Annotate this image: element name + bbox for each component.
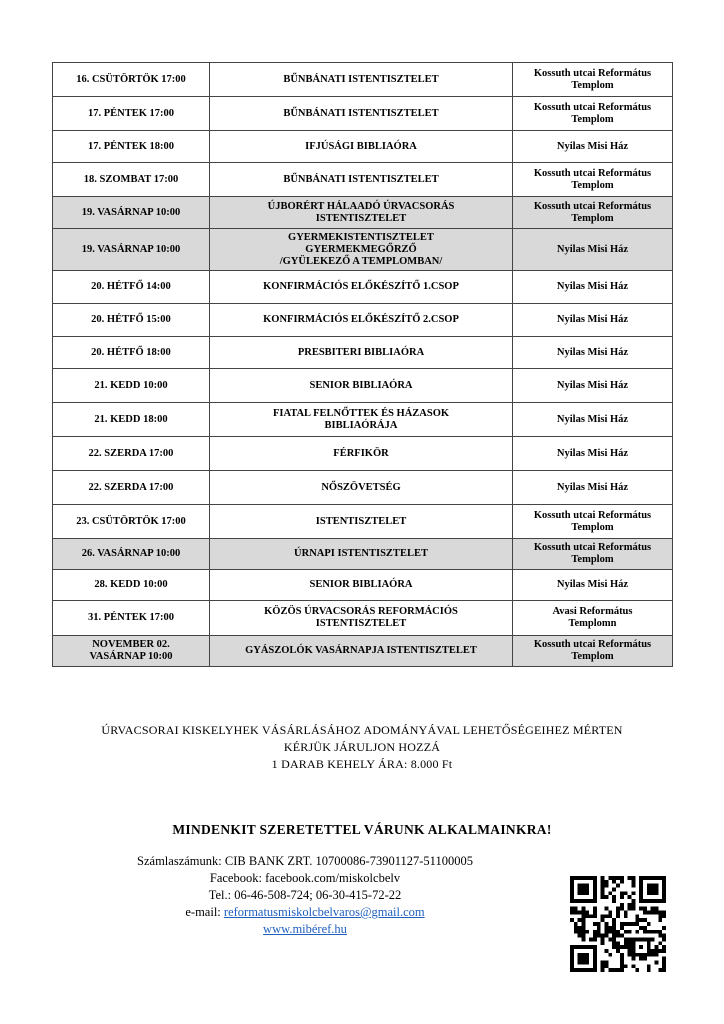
welcome-slogan: MINDENKIT SZERETETTEL VÁRUNK ALKALMAINKRA! [172,822,552,837]
schedule-event-cell: BŰNBÁNATI ISTENTISZTELET [210,97,513,131]
schedule-place-cell: Kossuth utcai Református Templom [513,539,673,570]
schedule-row [53,437,673,471]
schedule-place-cell: Avasi Református Templomn [513,601,673,636]
schedule-row [53,97,673,131]
phone-info: Tel.: 06-46-508-724; 06-30-415-72-22 [208,888,402,902]
schedule-event-cell: PRESBITERI BIBLIAÓRA [210,337,513,369]
facebook-info: Facebook: facebook.com/miskolcbelv [209,871,401,885]
schedule-date-cell: 19. VASÁRNAP 10:00 [53,229,210,271]
schedule-event-cell: SENIOR BIBLIAÓRA [210,369,513,403]
schedule-row [53,570,673,601]
schedule-date-cell: 22. SZERDA 17:00 [53,437,210,471]
schedule-date-cell: 20. HÉTFŐ 18:00 [53,337,210,369]
schedule-place-cell: Nyilas Misi Ház [513,229,673,271]
schedule-date-cell: 18. SZOMBAT 17:00 [53,163,210,197]
schedule-place-cell: Nyilas Misi Ház [513,471,673,505]
schedule-place-cell: Nyilas Misi Ház [513,403,673,437]
schedule-row [53,197,673,229]
schedule-event-cell: FIATAL FELNŐTTEK ÉS HÁZASOK BIBLIAÓRÁJA [210,403,513,437]
email-label: e-mail: [185,905,224,919]
schedule-event-cell: IFJÚSÁGI BIBLIAÓRA [210,131,513,163]
schedule-date-cell: 20. HÉTFŐ 15:00 [53,304,210,337]
bank-account: Számlaszámunk: CIB BANK ZRT. 10700086-73901127-51100005 [137,854,473,868]
schedule-row [53,63,673,97]
schedule-event-cell: ÚRNAPI ISTENTISZTELET [210,539,513,570]
schedule-event-cell: ÚJBORÉRT HÁLAADÓ ÚRVACSORÁS ISTENTISZTELET [210,197,513,229]
schedule-date-cell: 26. VASÁRNAP 10:00 [53,539,210,570]
schedule-place-cell: Kossuth utcai Református Templom [513,97,673,131]
schedule-place-cell: Kossuth utcai Református Templom [513,636,673,667]
schedule-row [53,369,673,403]
schedule-date-cell: 23. CSÜTÖRTÖK 17:00 [53,505,210,539]
schedule-event-cell: FÉRFIKÖR [210,437,513,471]
schedule-row [53,403,673,437]
schedule-place-cell: Nyilas Misi Ház [513,304,673,337]
schedule-row [53,304,673,337]
schedule-row [53,471,673,505]
schedule-event-cell: KONFIRMÁCIÓS ELŐKÉSZÍTŐ 1.CSOP [210,271,513,304]
schedule-table [52,62,673,667]
schedule-row [53,229,673,271]
schedule-place-cell: Kossuth utcai Református Templom [513,163,673,197]
qr-code-icon [570,876,666,972]
schedule-place-cell: Nyilas Misi Ház [513,337,673,369]
schedule-row [53,636,673,667]
schedule-row [53,601,673,636]
schedule-place-cell: Nyilas Misi Ház [513,437,673,471]
schedule-event-cell: NŐSZÖVETSÉG [210,471,513,505]
schedule-date-cell: 19. VASÁRNAP 10:00 [53,197,210,229]
schedule-event-cell: SENIOR BIBLIAÓRA [210,570,513,601]
email-link[interactable]: reformatusmiskolcbelvaros@gmail.com [223,905,425,919]
schedule-place-cell: Nyilas Misi Ház [513,271,673,304]
schedule-body [53,63,673,667]
schedule-row [53,539,673,570]
schedule-row [53,505,673,539]
schedule-row [53,271,673,304]
schedule-place-cell: Kossuth utcai Református Templom [513,197,673,229]
schedule-place-cell: Nyilas Misi Ház [513,131,673,163]
schedule-row [53,163,673,197]
schedule-date-cell: 21. KEDD 18:00 [53,403,210,437]
schedule-date-cell: 17. PÉNTEK 17:00 [53,97,210,131]
notice-line-1: ÚRVACSORAI KISKELYHEK VÁSÁRLÁSÁHOZ ADOMÁNYÁVAL LEHETŐSÉGEIHEZ MÉRTEN [101,723,623,737]
email-info [95,904,515,921]
schedule-date-cell: 21. KEDD 10:00 [53,369,210,403]
schedule-event-cell: BŰNBÁNATI ISTENTISZTELET [210,63,513,97]
schedule-date-cell: 17. PÉNTEK 18:00 [53,131,210,163]
schedule-event-cell: GYERMEKISTENTISZTELET GYERMEKMEGŐRZŐ /GYÜLEKEZŐ A TEMPLOMBAN/ [210,229,513,271]
contact-block [95,853,515,938]
notice-line-2: KÉRJÜK JÁRULJON HOZZÁ [283,740,441,754]
website-link[interactable]: www.mibéref.hu [263,922,347,936]
schedule-event-cell: GYÁSZOLÓK VASÁRNAPJA ISTENTISZTELET [210,636,513,667]
schedule-place-cell: Kossuth utcai Református Templom [513,63,673,97]
schedule-event-cell: KONFIRMÁCIÓS ELŐKÉSZÍTŐ 2.CSOP [210,304,513,337]
schedule-date-cell: 28. KEDD 10:00 [53,570,210,601]
schedule-place-cell: Nyilas Misi Ház [513,369,673,403]
schedule-place-cell: Nyilas Misi Ház [513,570,673,601]
schedule-event-cell: ISTENTISZTELET [210,505,513,539]
schedule-date-cell: 20. HÉTFŐ 14:00 [53,271,210,304]
schedule-date-cell: 31. PÉNTEK 17:00 [53,601,210,636]
schedule-date-cell: NOVEMBER 02. VASÁRNAP 10:00 [53,636,210,667]
schedule-place-cell: Kossuth utcai Református Templom [513,505,673,539]
schedule-event-cell: BŰNBÁNATI ISTENTISZTELET [210,163,513,197]
schedule-event-cell: KÖZÖS ÚRVACSORÁS REFORMÁCIÓS ISTENTISZTELET [210,601,513,636]
schedule-date-cell: 16. CSÜTÖRTÖK 17:00 [53,63,210,97]
schedule-row [53,131,673,163]
schedule-row [53,337,673,369]
schedule-date-cell: 22. SZERDA 17:00 [53,471,210,505]
notice-line-3: 1 DARAB KEHELY ÁRA: 8.000 Ft [271,757,453,771]
